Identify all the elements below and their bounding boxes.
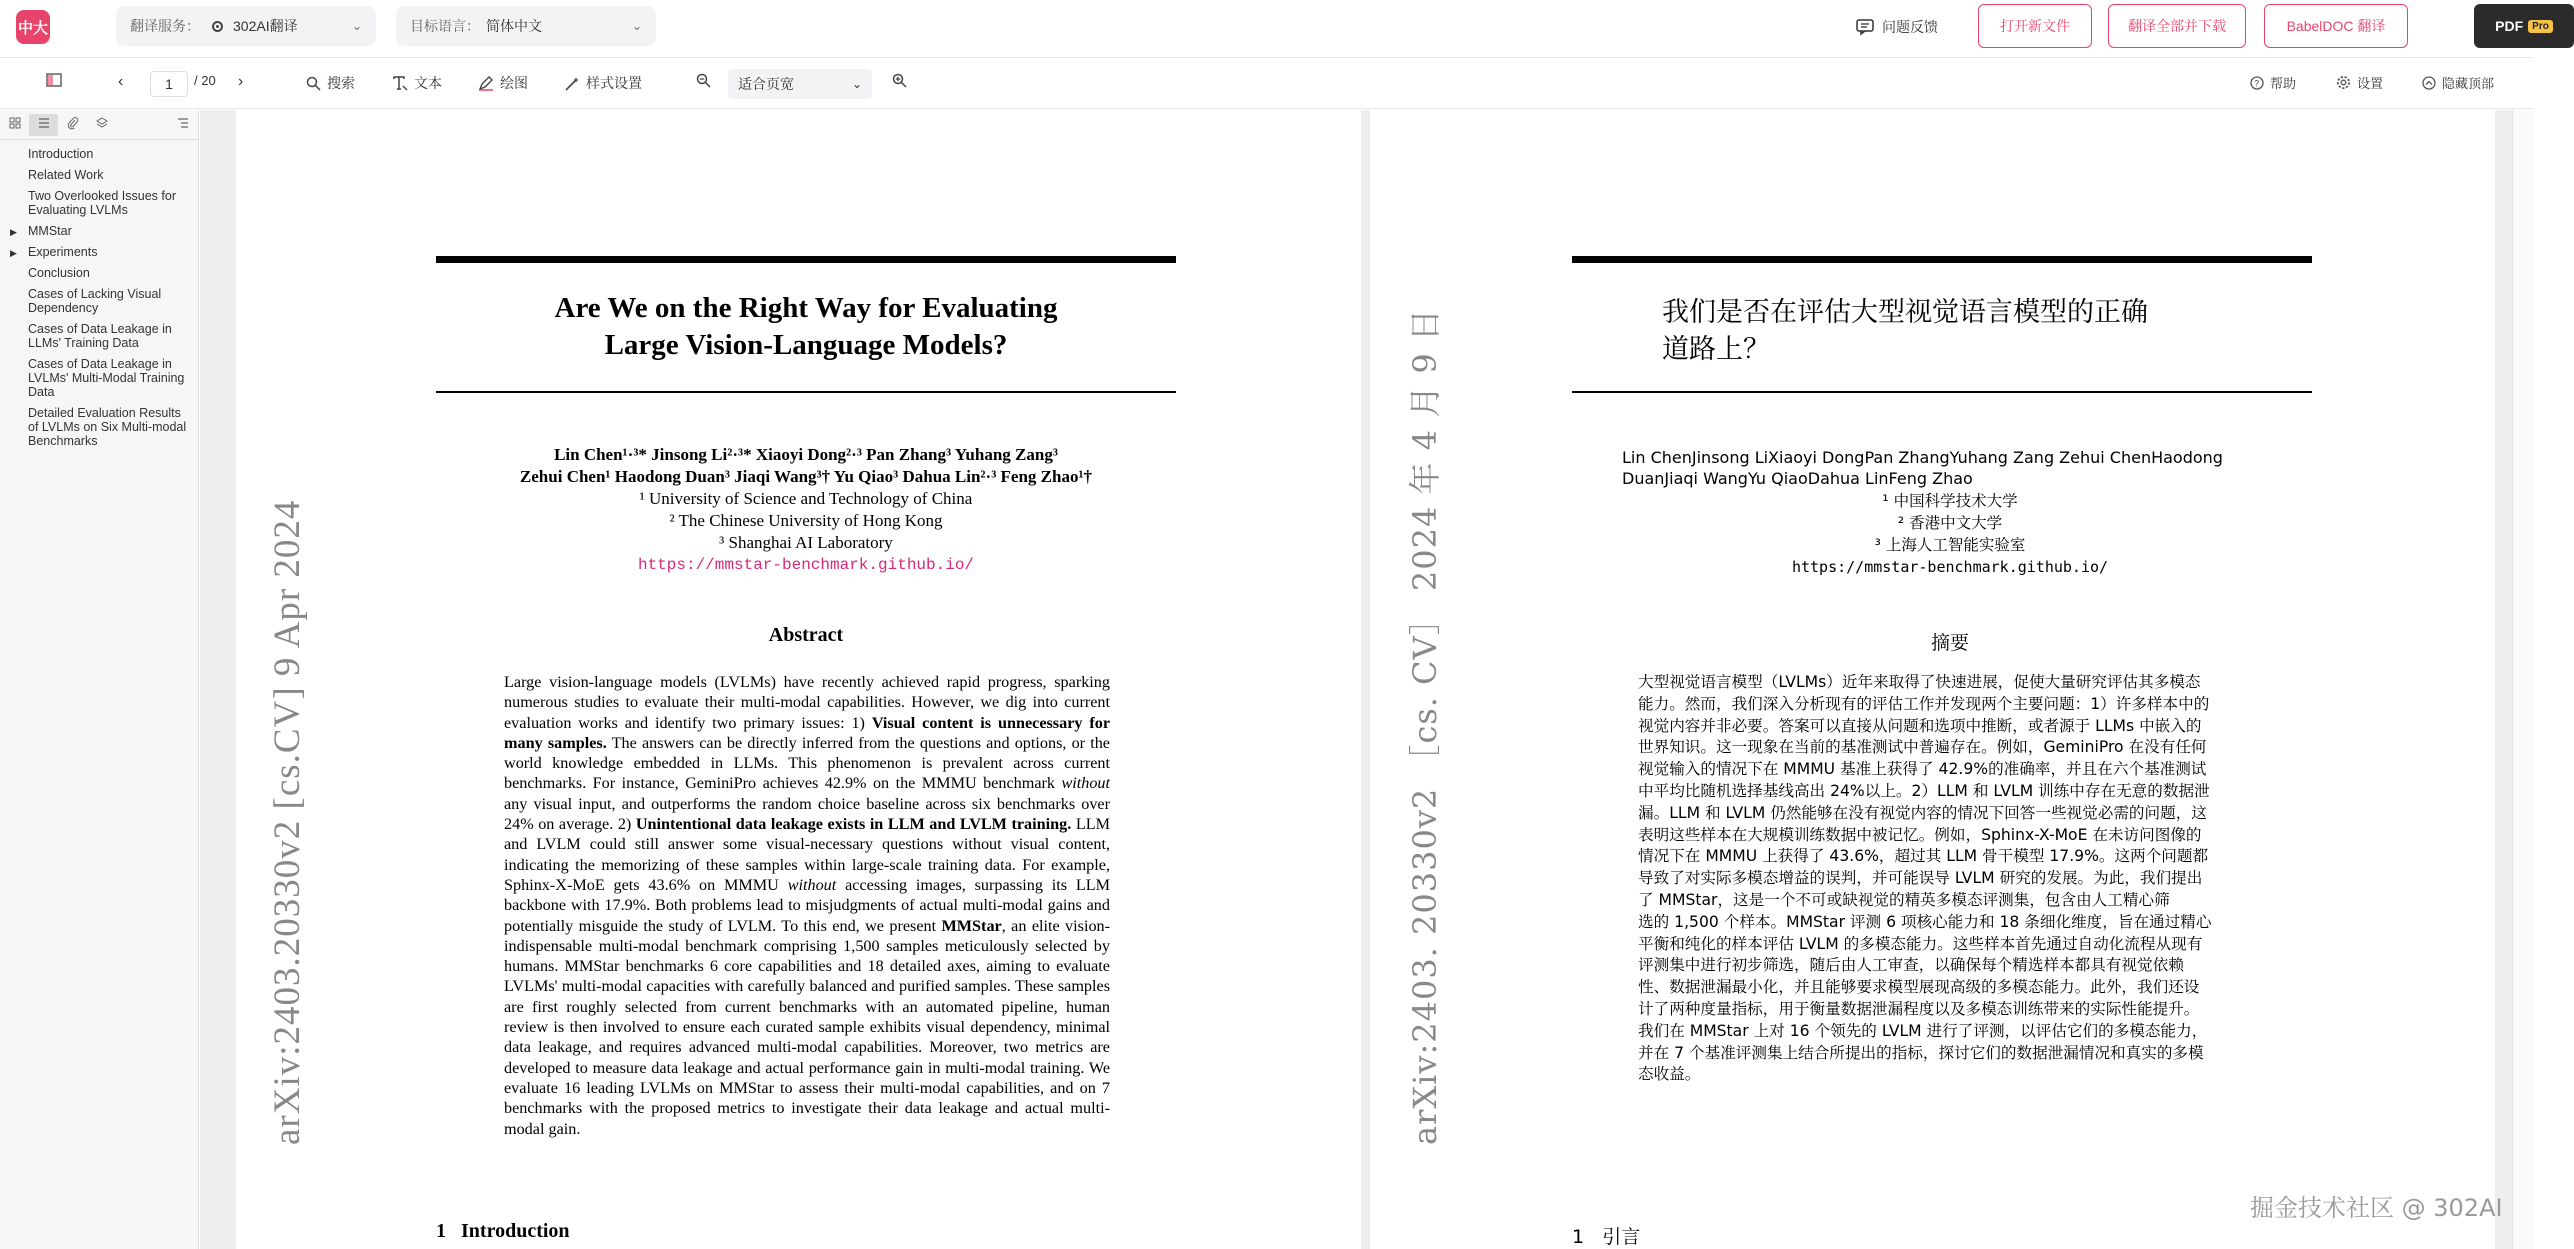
zoom-out-icon xyxy=(696,73,711,88)
arxiv-stamp: arXiv:2403.20330v2 [cs.CV] 9 Apr 2024 xyxy=(267,499,308,1145)
service-label: 翻译服务： xyxy=(130,18,200,34)
translated-abstract-heading: 摘要 xyxy=(1930,632,1969,654)
search-label: 搜索 xyxy=(327,75,355,91)
draw-icon xyxy=(478,76,494,91)
draw-label: 绘图 xyxy=(500,75,528,91)
layers-icon xyxy=(96,117,108,129)
abstract-heading: Abstract xyxy=(768,624,844,646)
service-radio-icon xyxy=(212,21,223,32)
outline-item[interactable]: ▶ Experiments xyxy=(10,245,98,259)
title-rule xyxy=(1572,391,2312,393)
abstract-body: Large vision-language models (LVLMs) have recently achieved rapid progress, sparking numerous studies to evaluate their multi-modal capabilities. However, we dig into current evaluation works and identify two primary issues: 1) Visual content is unnecessary for many samples. The answers can be directly inferred from the questions and options, or the world knowledge embedded in LLMs. This phenomenon is prevalent across current benchmarks. For instance, GeminiPro achieves 42.9% on the MMMU benchmark without any visual input, and outperforms the random choice baseline across six benchmarks over 24% on average. 2) Unintentional data leakage exists in LLM and LVLM training. LLM and LVLM could still answer some visual-necessary questions without visual content, indicating the memorizing of these samples within large-scale training data. For example, Sphinx-X-MoE gets 43.6% on MMMU without accessing images, surpassing its LLM backbone with 17.9%. Both problems lead to misjudgments of actual multi-modal gains and potentially misguide the study of LVLM. To this end, we present MMStar, an elite vision-indispensable multi-modal benchmark comprising 1,500 samples meticulously selected by humans. MMStar benchmarks 6 core capabilities and 18 detailed axes, aiming to evaluate LVLMs' multi-modal capacities with carefully balanced and purified samples. These samples are first roughly selected from current benchmarks with an automated pipeline, human review is then involved to ensure each curated sample exhibits visual dependency, minimal data leakage, and requires advanced multi-modal capabilities. Moreover, two metrics are developed to measure data leakage and actual performance gain in multi-modal training. We evaluate 16 leading LVLMs on MMStar to assess their multi-modal capabilities, and on 7 benchmarks with the proposed metrics to investigate their data leakage and actual multi-modal gain. xyxy=(504,673,1111,1138)
top-rule xyxy=(1572,256,2312,263)
target-language-select[interactable] xyxy=(396,6,656,46)
pdf-label: PDF xyxy=(2495,18,2524,34)
open-file-button[interactable]: 打开新文件 xyxy=(1978,4,2092,48)
tab-outline[interactable] xyxy=(29,114,58,136)
translated-page xyxy=(1370,110,2495,1249)
outline-item[interactable]: Detailed Evaluation Results of LVLMs on Six Multi-modal Benchmarks xyxy=(28,406,187,448)
pro-badge: Pro xyxy=(2528,20,2553,33)
toggle-sidebar-button[interactable] xyxy=(46,73,62,87)
search-icon xyxy=(306,76,321,91)
translated-project-link[interactable]: https://mmstar-benchmark.github.io/ xyxy=(1791,558,2109,576)
outline-item[interactable]: Cases of Lacking Visual Dependency xyxy=(28,287,162,315)
zoom-in-icon xyxy=(892,73,907,88)
gear-icon xyxy=(2336,75,2351,90)
zoom-out-button[interactable] xyxy=(696,73,711,88)
translate-all-download-button[interactable]: 翻译全部并下载 xyxy=(2108,4,2246,48)
tab-current-outline[interactable] xyxy=(169,117,198,132)
target-value: 简体中文 xyxy=(486,18,542,34)
paperclip-icon xyxy=(67,117,79,129)
chevron-down-icon: ⌄ xyxy=(851,77,862,91)
expand-triangle-icon[interactable]: ▶ xyxy=(10,248,17,258)
outline-item[interactable]: Conclusion xyxy=(28,266,90,280)
translation-service-select[interactable] xyxy=(116,6,376,46)
text-tool-button[interactable] xyxy=(392,73,442,93)
search-button[interactable] xyxy=(306,73,355,93)
tab-layers[interactable] xyxy=(88,117,117,132)
chevron-down-icon: ⌄ xyxy=(631,19,642,33)
top-rule xyxy=(436,256,1176,263)
original-page xyxy=(236,110,1361,1249)
settings-label: 设置 xyxy=(2357,76,2384,91)
zoom-value: 适合页宽 xyxy=(738,76,794,92)
chevron-right-icon: › xyxy=(238,73,244,90)
list-icon xyxy=(38,117,50,129)
style-settings-label: 样式设置 xyxy=(586,75,642,91)
author-block: Lin Chen¹·³* Jinsong Li²·³* Xiaoyi Dong²·³ Pan Zhang³ Yuhang Zang³ Zehui Chen¹ Haodong Duan³ Jiaqi Wang³† Yu Qiao³ Dahua Lin²·³ Feng Zhao¹† ¹ University of Science and Technology of China ² The Chinese University of Hong Kong ³ Shanghai AI Laboratory https://mmstar-benchmark.github.io/ xyxy=(436,444,1176,576)
style-settings-button[interactable] xyxy=(564,73,642,93)
outline-item[interactable]: Two Overlooked Issues for Evaluating LVLMs xyxy=(28,189,176,217)
chevron-down-icon: ⌄ xyxy=(351,19,362,33)
title-rule xyxy=(436,391,1176,393)
vertical-scrollbar[interactable] xyxy=(2512,110,2533,1249)
viewer-toolbar xyxy=(0,59,2533,109)
magic-wand-icon xyxy=(564,76,580,91)
outline-item[interactable]: Cases of Data Leakage in LVLMs' Multi-Modal Training Data xyxy=(28,357,185,399)
pdf-pro-button[interactable] xyxy=(2474,4,2574,48)
app-logo: 中大 xyxy=(16,10,50,44)
tab-attachments[interactable] xyxy=(58,117,87,132)
translated-title: 我们是否在评估大型视觉语言模型的正确 道路上？ xyxy=(1662,297,2148,365)
feedback-label: 问题反馈 xyxy=(1882,19,1938,35)
chevron-left-icon: ‹ xyxy=(118,73,124,90)
previous-page-button[interactable] xyxy=(118,73,123,91)
sidebar-toggle-icon xyxy=(46,73,62,87)
hide-top-label: 隐藏顶部 xyxy=(2442,76,2495,91)
outline-sidebar xyxy=(0,110,199,1249)
outline-item[interactable]: Introduction xyxy=(28,147,94,161)
help-button[interactable] xyxy=(2250,73,2296,92)
arxiv-stamp-translated: arXiv:2403. 20330v2 ［cs. CV］ 2024 年 4 月 9 日 xyxy=(1406,308,1444,1145)
outline-item[interactable]: Related Work xyxy=(28,168,104,182)
watermark: 掘金技术社区 @ 302AI xyxy=(2250,1194,2503,1222)
translated-affiliations: ¹ 中国科学技术大学 ² 香港中文大学 ³ 上海人工智能实验室 https://mmstar-benchmark.github.io/ xyxy=(1570,490,2330,578)
settings-button[interactable] xyxy=(2336,73,2383,92)
translated-abstract-body: 大型视觉语言模型（LVLMs）近年来取得了快速进展，促使大量研究评估其多模态 能力。然而，我们深入分析现有的评估工作并发现两个主要问题：1）许多样本中的 视觉内容并非必要。答案可以直接从问题和选项中推断，或者源于 LLMs 中嵌入的 世界知识。这一现象在当前的基准测试中普遍存在。例如，GeminiPro 在没有任何 视觉输入的情况下在 MMMU 基准上获得了 42.9%的准确率，并且在六个基准测试 中平均比随机选择基线高出 24%以上。2）LLM 和 LVLM 训练中存在无意的数据泄 漏。LLM 和 LVLM 仍然能够在没有视觉内容的情况下回答一些视觉必需的问题，这 表明这些样本在大规模训练数据中被记忆。例如，Sphinx-X-MoE 在未访问图像的 情况下在 MMMU 上获得了 43.6%，超过其 LLM 骨干模型 17.9%。这两个问题都 导致了对实际多模态增益的误判，并可能误导 LVLM 研究的发展。为此，我们提出 了 MMStar，这是一个不可或缺视觉的精英多模态评测集，包含由人工精心筛 选的 1,500 个样本。MMStar 评测 6 项核心能力和 18 条细化维度，旨在通过精心 平衡和纯化的样本评估 LVLM 的多模态能力。这些样本首先通过自动化流程从现有 评测集中进行初步筛选，随后由人工审查，以确保每个精选样本都具有视觉依赖 性、数据泄漏最小化，并且能够要求模型展现高级的多模态能力。此外，我们还设 计了两种度量指标，用于衡量数据泄漏程度以及多模态训练带来的实际性能提升。 我们在 MMStar 上对 16 个领先的 LVLM 进行了评测，以评估它们的多模态能力， 并在 7 个基准评测集上结合所提出的指标，探讨它们的数据泄漏情况和真实的多模 态收益。 xyxy=(1638,673,2212,1084)
text-label: 文本 xyxy=(414,75,442,91)
svg-text:?: ? xyxy=(2254,78,2260,88)
service-value: 302AI翻译 xyxy=(233,18,298,34)
grid-icon xyxy=(9,117,21,129)
section-heading: 1 Introduction xyxy=(436,1220,570,1242)
help-label: 帮助 xyxy=(2270,76,2297,91)
paper-title: Are We on the Right Way for Evaluating Large Vision-Language Models? xyxy=(554,292,1058,361)
sidebar-tabs xyxy=(0,110,198,140)
page-number-input[interactable]: 1 xyxy=(150,71,188,97)
translated-authors: Lin ChenJinsong LiXiaoyi DongPan ZhangYuhang Zang Zehui ChenHaodong DuanJiaqi WangYu QiaoDahua LinFeng Zhao xyxy=(1622,448,2223,488)
outline-list-icon xyxy=(177,117,189,129)
expand-triangle-icon[interactable]: ▶ xyxy=(10,227,17,237)
hide-top-button[interactable] xyxy=(2422,73,2494,92)
outline-item[interactable]: Cases of Data Leakage in LLMs' Training Data xyxy=(28,322,172,350)
collapse-up-icon xyxy=(2422,76,2436,90)
babeldoc-translate-button[interactable]: BabelDOC 翻译 xyxy=(2264,4,2408,48)
zoom-select[interactable] xyxy=(728,69,872,99)
tab-thumbnails[interactable] xyxy=(0,117,29,132)
zoom-in-button[interactable] xyxy=(892,73,907,88)
translated-section-heading: 1 引言 xyxy=(1572,1226,1641,1248)
target-label: 目标语言： xyxy=(410,18,480,34)
feedback-icon xyxy=(1856,19,1874,35)
page-total: / 20 xyxy=(194,73,216,88)
outline-list xyxy=(0,140,198,452)
text-icon xyxy=(392,76,408,91)
help-icon xyxy=(2250,76,2264,90)
outline-item[interactable]: ▶ MMStar xyxy=(10,224,72,238)
next-page-button[interactable] xyxy=(238,73,243,91)
top-bar xyxy=(0,0,2549,58)
feedback-button[interactable] xyxy=(1856,5,1938,49)
draw-tool-button[interactable] xyxy=(478,73,528,93)
document-viewer[interactable] xyxy=(200,110,2533,1249)
project-link[interactable]: https://mmstar-benchmark.github.io/ xyxy=(637,556,975,574)
